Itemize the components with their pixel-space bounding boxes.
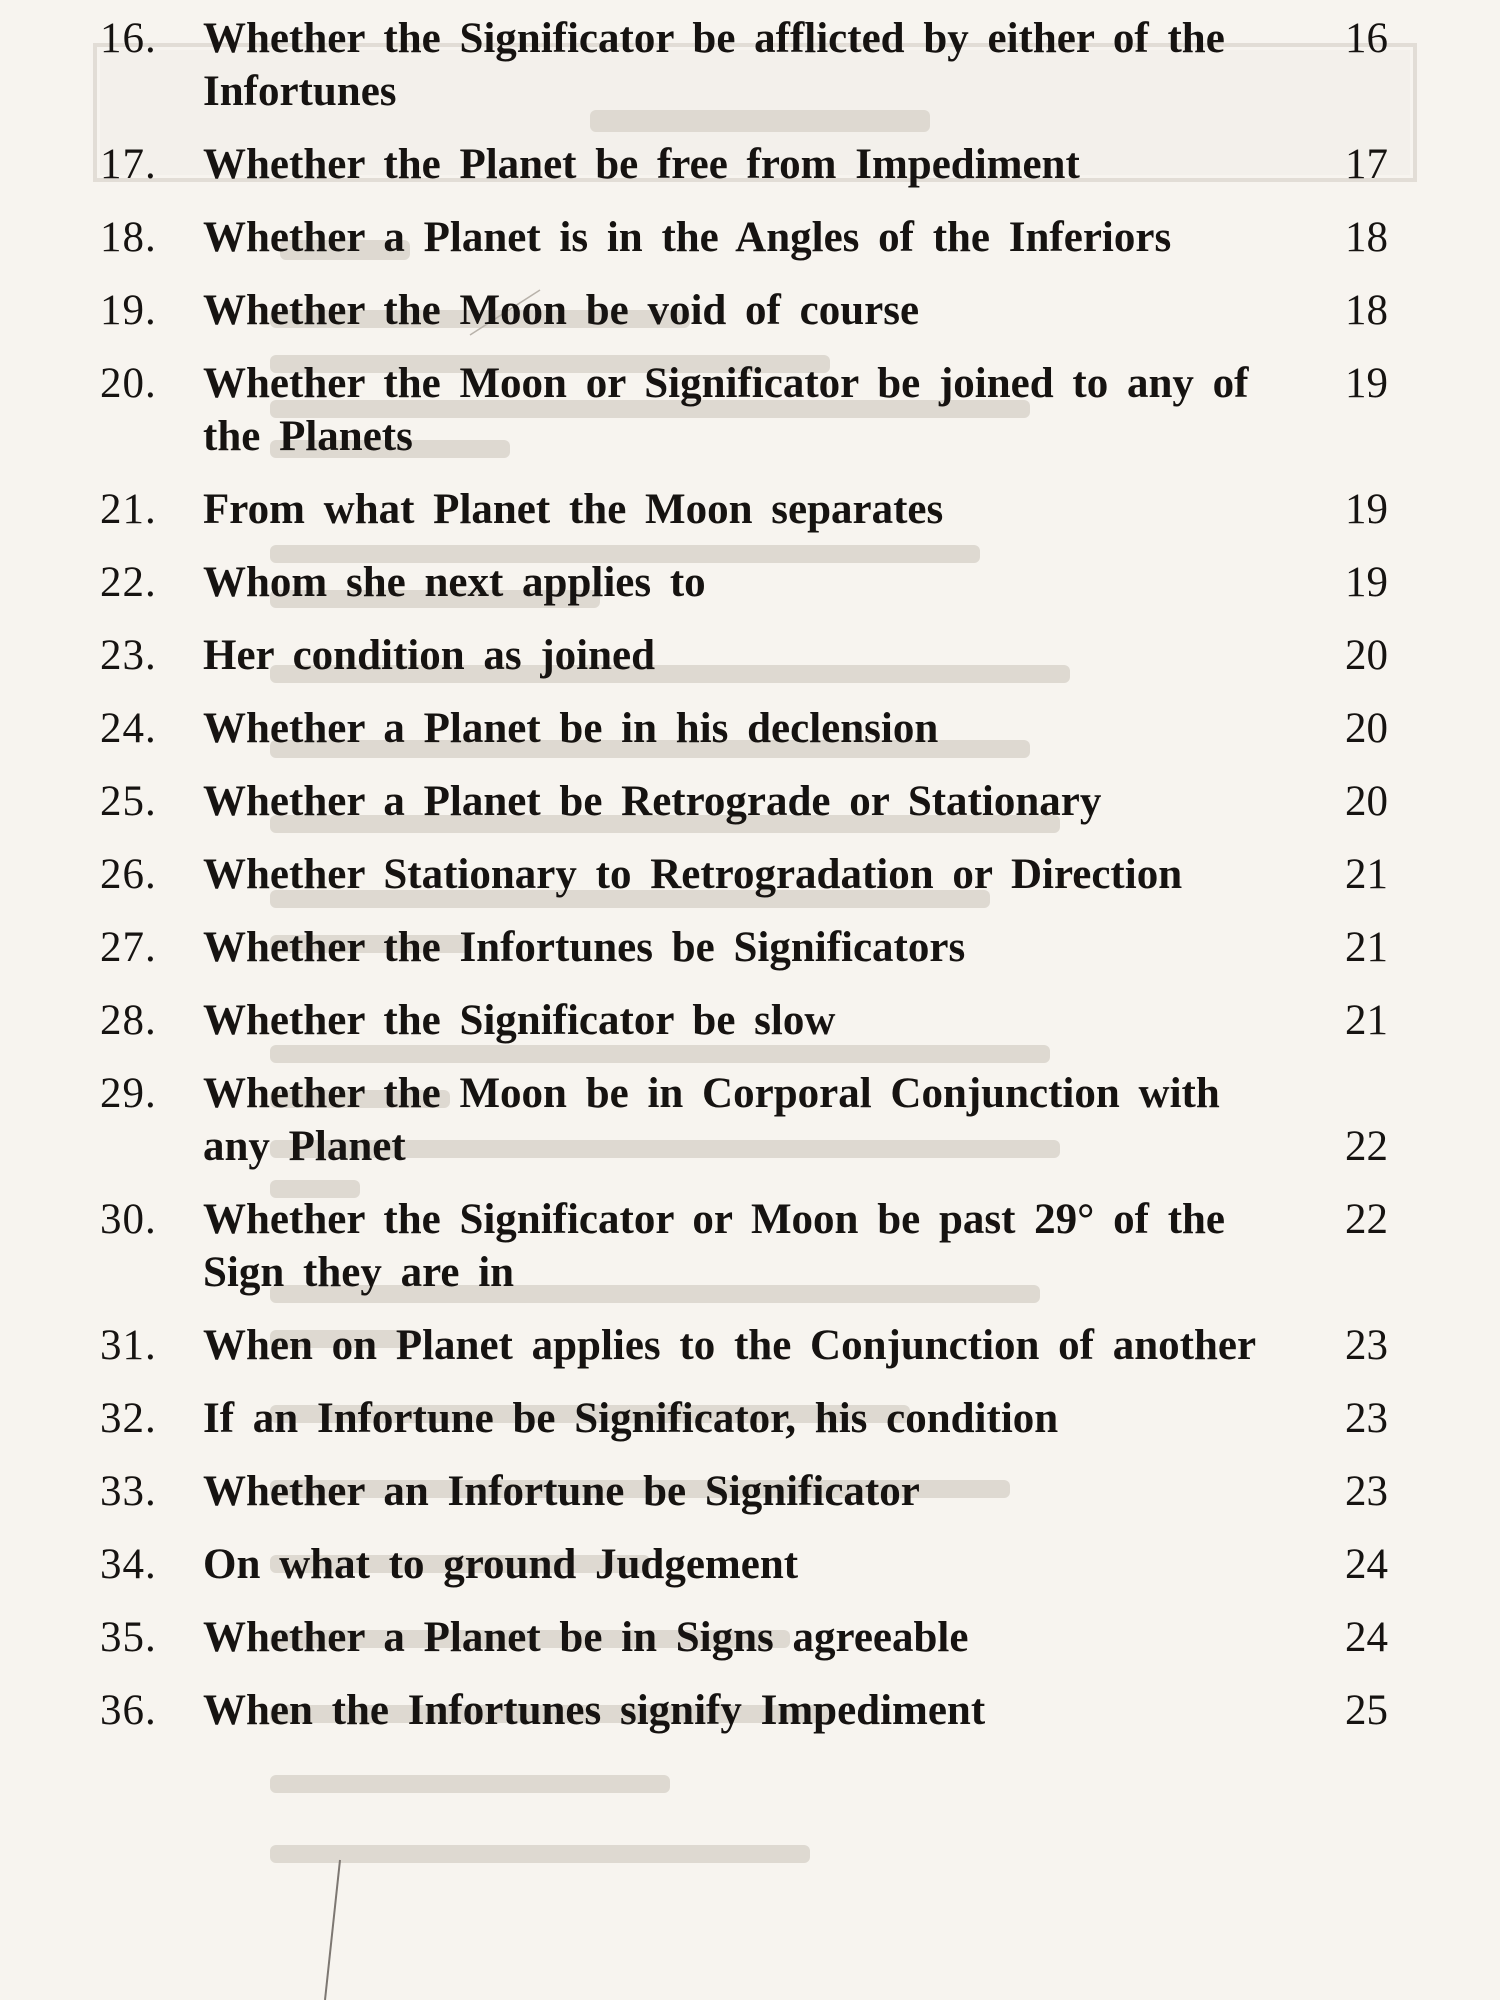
entry-number: 18. xyxy=(100,214,157,261)
entry-page-number: 23 xyxy=(1345,1395,1388,1442)
toc-entry-21 xyxy=(100,483,1400,536)
entry-title: Whether an Infortune be Significator xyxy=(203,1468,920,1515)
entry-page-number: 20 xyxy=(1345,632,1388,679)
entry-title: Whether a Planet is in the Angles of the Inferiors xyxy=(203,214,1172,261)
entry-title: Whether the Significator be afflicted by either of the Infortunes xyxy=(203,15,1225,115)
toc-entry-30 xyxy=(100,1193,1400,1299)
entry-page-number: 16 xyxy=(1345,15,1388,62)
entry-page-number: 24 xyxy=(1345,1541,1388,1588)
entry-page-number: 22 xyxy=(1345,1123,1388,1170)
entry-number: 16. xyxy=(100,15,157,62)
entry-number: 36. xyxy=(100,1687,157,1734)
toc-entry-34 xyxy=(100,1538,1400,1591)
entry-number: 19. xyxy=(100,287,157,334)
table-of-contents xyxy=(100,12,1400,1757)
entry-page-number: 21 xyxy=(1345,924,1388,971)
entry-title: Whether the Moon or Significator be joined to any of the Planets xyxy=(203,360,1249,460)
entry-number: 26. xyxy=(100,851,157,898)
entry-page-number: 17 xyxy=(1345,141,1388,188)
entry-page-number: 20 xyxy=(1345,705,1388,752)
entry-page-number: 19 xyxy=(1345,486,1388,533)
entry-title: Whether the Significator be slow xyxy=(203,997,836,1044)
entry-title: Whether the Planet be free from Impediment xyxy=(203,141,1080,188)
entry-title: When the Infortunes signify Impediment xyxy=(203,1687,986,1734)
entry-title: On what to ground Judgement xyxy=(203,1541,799,1588)
entry-title: Whether the Infortunes be Significators xyxy=(203,924,966,971)
toc-entry-28 xyxy=(100,994,1400,1047)
entry-number: 29. xyxy=(100,1070,157,1117)
toc-entry-16 xyxy=(100,12,1400,118)
toc-entry-33 xyxy=(100,1465,1400,1518)
entry-page-number: 19 xyxy=(1345,360,1388,407)
entry-number: 22. xyxy=(100,559,157,606)
toc-entry-26 xyxy=(100,848,1400,901)
entry-title: Whether a Planet be Retrograde or Stationary xyxy=(203,778,1102,825)
entry-page-number: 19 xyxy=(1345,559,1388,606)
entry-title: Whether the Significator or Moon be past 29° of the Sign they are in xyxy=(203,1196,1226,1296)
entry-number: 32. xyxy=(100,1395,157,1442)
toc-entry-29 xyxy=(100,1067,1400,1173)
entry-number: 20. xyxy=(100,360,157,407)
toc-entry-27 xyxy=(100,921,1400,974)
entry-title: From what Planet the Moon separates xyxy=(203,486,944,533)
entry-number: 21. xyxy=(100,486,157,533)
entry-page-number: 18 xyxy=(1345,214,1388,261)
toc-entry-24 xyxy=(100,702,1400,755)
toc-entry-20 xyxy=(100,357,1400,463)
entry-number: 24. xyxy=(100,705,157,752)
entry-number: 27. xyxy=(100,924,157,971)
toc-entry-19 xyxy=(100,284,1400,337)
entry-number: 33. xyxy=(100,1468,157,1515)
entry-page-number: 23 xyxy=(1345,1468,1388,1515)
entry-title: Whether the Moon be void of course xyxy=(203,287,920,334)
entry-title: Whether Stationary to Retrogradation or Direction xyxy=(203,851,1183,898)
entry-page-number: 20 xyxy=(1345,778,1388,825)
entry-title: Whether a Planet be in Signs agreeable xyxy=(203,1614,969,1661)
toc-entry-22 xyxy=(100,556,1400,609)
entry-number: 17. xyxy=(100,141,157,188)
entry-number: 35. xyxy=(100,1614,157,1661)
entry-page-number: 21 xyxy=(1345,851,1388,898)
toc-entry-32 xyxy=(100,1392,1400,1445)
entry-page-number: 22 xyxy=(1345,1196,1388,1243)
entry-page-number: 24 xyxy=(1345,1614,1388,1661)
toc-entry-18 xyxy=(100,211,1400,264)
entry-page-number: 23 xyxy=(1345,1322,1388,1369)
entry-number: 25. xyxy=(100,778,157,825)
toc-entry-31 xyxy=(100,1319,1400,1372)
toc-entry-17 xyxy=(100,138,1400,191)
entry-title: Whether a Planet be in his declension xyxy=(203,705,939,752)
entry-title: Whether the Moon be in Corporal Conjunction with any Planet xyxy=(203,1070,1220,1170)
entry-page-number: 18 xyxy=(1345,287,1388,334)
entry-title: Her condition as joined xyxy=(203,632,656,679)
toc-entry-25 xyxy=(100,775,1400,828)
toc-entry-23 xyxy=(100,629,1400,682)
entry-number: 23. xyxy=(100,632,157,679)
entry-title: Whom she next applies to xyxy=(203,559,706,606)
entry-title: If an Infortune be Significator, his condition xyxy=(203,1395,1059,1442)
entry-page-number: 21 xyxy=(1345,997,1388,1044)
entry-number: 34. xyxy=(100,1541,157,1588)
entry-number: 31. xyxy=(100,1322,157,1369)
entry-title: When on Planet applies to the Conjunction of another xyxy=(203,1322,1257,1369)
toc-entry-35 xyxy=(100,1611,1400,1664)
entry-number: 30. xyxy=(100,1196,157,1243)
entry-page-number: 25 xyxy=(1345,1687,1388,1734)
toc-entry-36 xyxy=(100,1684,1400,1737)
entry-number: 28. xyxy=(100,997,157,1044)
